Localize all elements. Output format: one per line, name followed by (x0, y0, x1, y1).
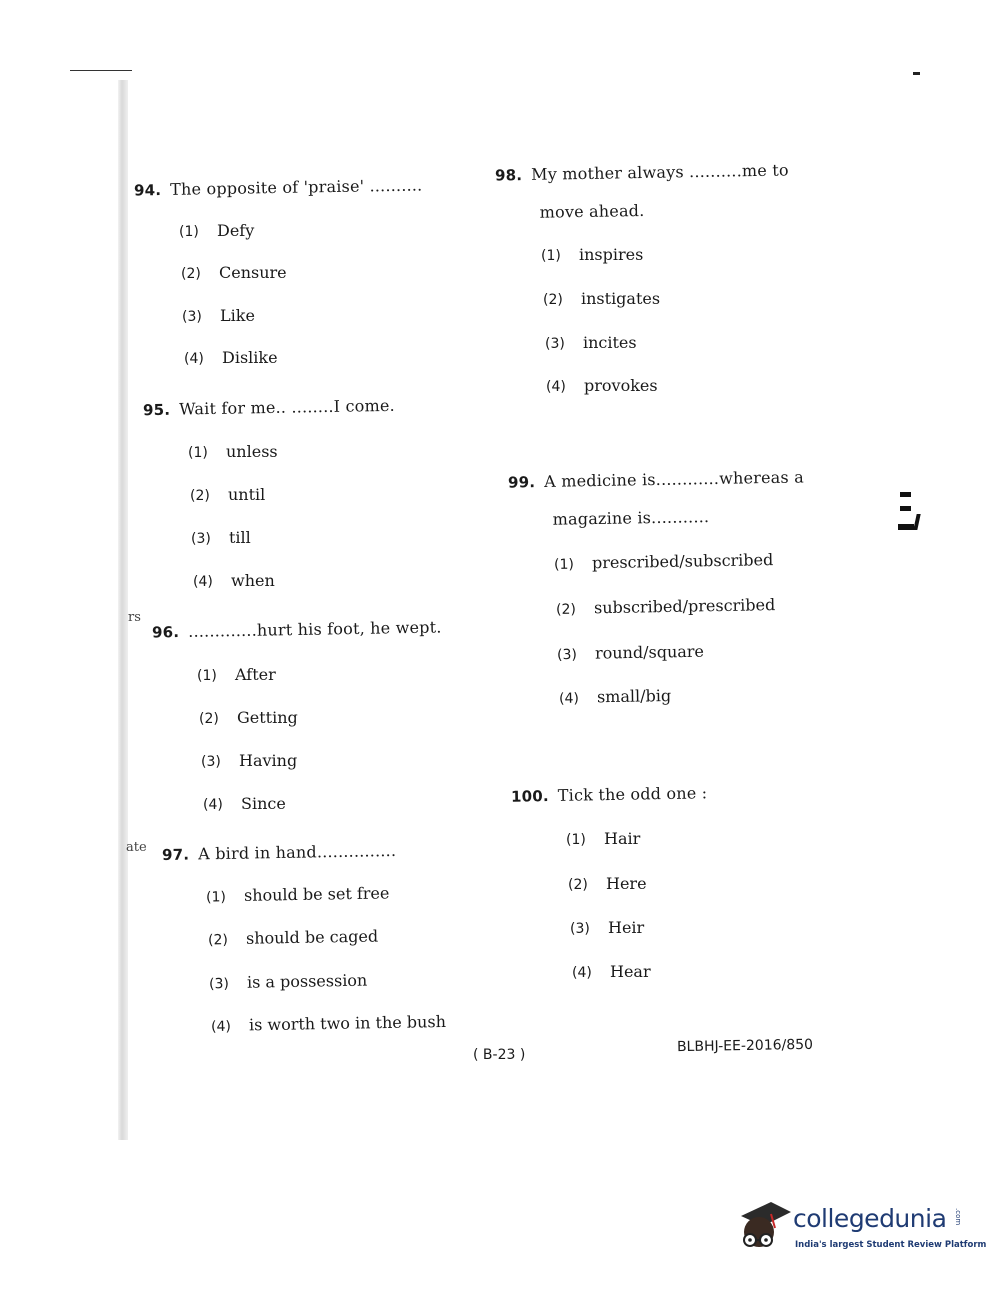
q95-option[interactable] (193, 571, 275, 590)
question-95: 95. Wait for me.. ........I come. (142, 395, 395, 420)
option-number: (4) (558, 690, 580, 707)
option-number: (3) (545, 336, 565, 352)
option-text: Heir (608, 918, 645, 937)
question-96: 96. .............hurt his foot, he wept. (151, 617, 442, 642)
q97-option[interactable] (211, 1012, 446, 1035)
option-number: (2) (568, 877, 588, 893)
option-text: Having (239, 751, 298, 770)
option-number: (4) (210, 1018, 232, 1036)
option-text: is worth two in the bush (248, 1011, 447, 1035)
margin-mark-b: ate (126, 840, 147, 855)
q95-option[interactable] (190, 485, 265, 504)
option-number: (3) (570, 921, 590, 937)
q99-option[interactable] (559, 686, 671, 707)
option-text: small/big (596, 686, 672, 707)
option-number: (2) (181, 266, 201, 282)
q99-option[interactable] (557, 642, 704, 664)
page-number: ( B-23 ) (473, 1047, 526, 1063)
option-number: (4) (184, 351, 204, 367)
q98-option[interactable] (543, 289, 660, 308)
option-text: when (231, 571, 275, 590)
option-text: Here (606, 874, 647, 893)
q97-option[interactable] (208, 927, 378, 949)
option-text: Like (220, 306, 255, 325)
q94-option[interactable] (184, 348, 278, 367)
option-text: Dislike (222, 348, 278, 367)
option-text: provokes (584, 376, 658, 395)
option-text: unless (226, 442, 278, 461)
q94-option[interactable] (179, 221, 254, 240)
option-text: should be set free (243, 883, 390, 905)
question-99: 99. A medicine is............whereas a magazine is........... (507, 467, 805, 529)
q98-option[interactable] (545, 333, 637, 352)
option-number: (2) (190, 488, 210, 504)
option-number: (4) (203, 797, 223, 813)
q100-option[interactable] (572, 962, 651, 981)
question-97: 97. A bird in hand............... (161, 840, 397, 865)
q97-option[interactable] (209, 971, 368, 993)
registration-mark-icon (898, 492, 920, 532)
option-number: (2) (543, 292, 563, 308)
q96-option[interactable] (197, 665, 276, 684)
option-text: Hear (610, 962, 651, 981)
option-text: should be caged (245, 926, 379, 948)
q96-option[interactable] (199, 708, 298, 727)
option-text: After (235, 665, 276, 684)
option-text: till (229, 528, 251, 547)
top-dash (913, 72, 920, 75)
mascot-icon (735, 1196, 793, 1260)
q99-option[interactable] (554, 550, 774, 573)
q100-option[interactable] (570, 918, 644, 937)
q96-option[interactable] (203, 794, 286, 813)
booklet-code: BLBHJ-EE-2016/850 (676, 1036, 814, 1056)
q100-option[interactable] (568, 874, 647, 893)
option-number: (2) (207, 932, 229, 949)
option-number: (1) (553, 556, 575, 573)
option-text: instigates (581, 289, 661, 308)
q98-option[interactable] (541, 245, 643, 264)
option-number: (3) (201, 754, 221, 770)
q98-option[interactable] (546, 376, 658, 395)
question-98: 98. My mother always ..........me to move ahead. (494, 160, 789, 222)
top-rule (70, 70, 132, 71)
option-number: (3) (208, 976, 230, 993)
collegedunia-logo (735, 1196, 987, 1260)
option-text: Censure (219, 263, 287, 282)
option-text: prescribed/subscribed (591, 550, 774, 573)
q94-option[interactable] (182, 306, 255, 325)
q96-option[interactable] (201, 751, 297, 770)
option-text: Getting (237, 708, 298, 727)
q94-option[interactable] (181, 263, 287, 282)
option-number: (1) (188, 445, 208, 461)
option-text: is a possession (246, 970, 368, 992)
option-number: (2) (199, 711, 219, 727)
option-number: (3) (191, 531, 211, 547)
scan-edge-shadow (118, 80, 128, 1140)
option-number: (4) (546, 379, 566, 395)
option-text: round/square (594, 641, 705, 663)
option-number: (4) (193, 574, 213, 590)
option-number: (4) (572, 965, 592, 981)
q95-option[interactable] (188, 442, 278, 461)
margin-mark-a: rs (128, 610, 141, 625)
q100-option[interactable] (566, 829, 640, 848)
logo-suffix: .com (954, 1208, 962, 1226)
option-text: Since (241, 794, 286, 813)
option-number: (1) (205, 889, 227, 906)
q95-option[interactable] (191, 528, 251, 547)
option-number: (1) (566, 832, 586, 848)
option-number: (1) (541, 248, 561, 264)
q99-option[interactable] (556, 595, 776, 618)
option-text: Hair (604, 829, 641, 848)
q97-option[interactable] (206, 883, 390, 905)
logo-brand: collegedunia (793, 1204, 947, 1233)
option-number: (2) (555, 601, 577, 618)
option-text: until (228, 485, 266, 504)
option-text: inspires (579, 245, 644, 264)
option-number: (3) (182, 309, 202, 325)
option-number: (1) (197, 668, 217, 684)
option-text: Defy (217, 221, 255, 240)
option-number: (3) (556, 646, 578, 664)
logo-tagline: India's largest Student Review Platform (795, 1240, 987, 1250)
question-100: 100. Tick the odd one : (510, 783, 708, 806)
option-number: (1) (179, 224, 199, 240)
option-text: subscribed/prescribed (593, 595, 776, 618)
option-text: incites (583, 333, 637, 352)
question-94: 94. The opposite of 'praise' .......... (133, 175, 423, 200)
